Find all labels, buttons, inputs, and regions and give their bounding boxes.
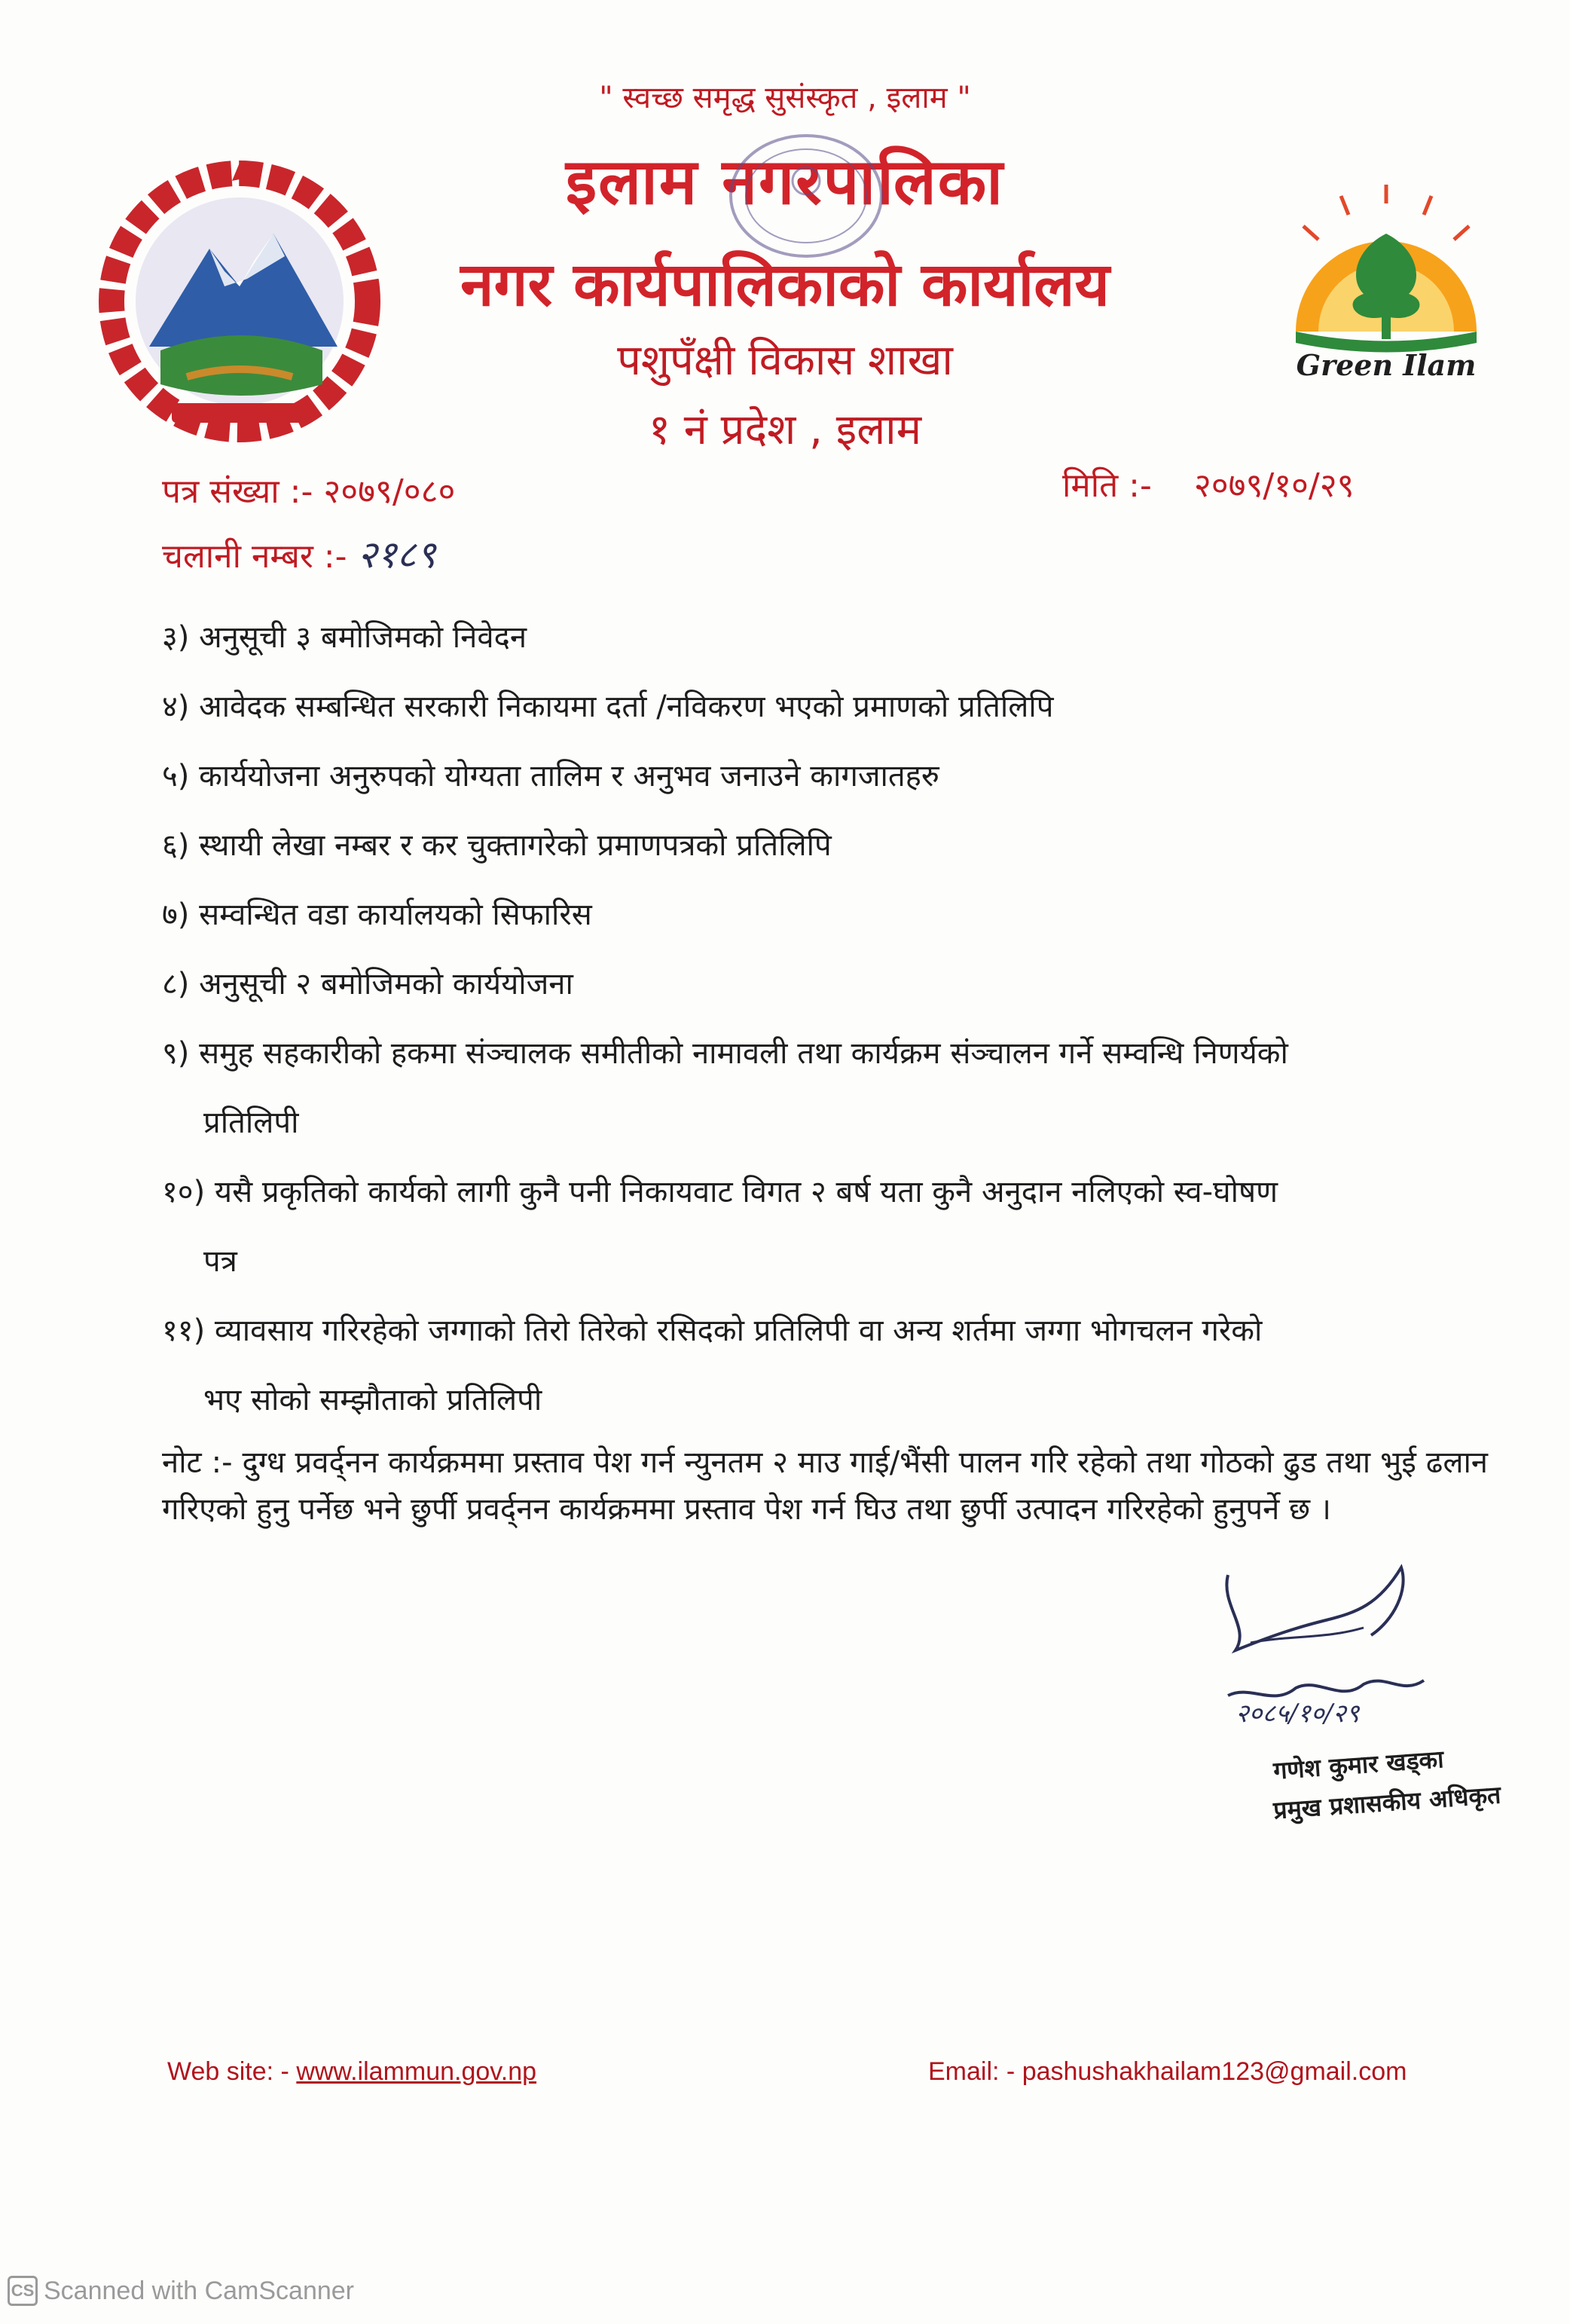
list-item-text: ३) अनुसूची ३ बमोजिमको निवेदन: [162, 620, 527, 655]
list-item-text: ७) सम्वन्धित वडा कार्यालयको सिफारिस: [162, 897, 592, 932]
date-value: २०७९/१०/२९: [1193, 466, 1355, 505]
date-label: मिति :-: [1062, 466, 1152, 505]
handwritten-signature: [1205, 1545, 1446, 1733]
list-item-text: ६) स्थायी लेखा नम्बर र कर चुक्तागरेको प्रमाणपत्रको प्रतिलिपि: [162, 828, 832, 863]
signatory-name: गणेश कुमार खड्का: [1272, 1745, 1445, 1785]
signed-date: २०८५/१०/२९: [1236, 1699, 1360, 1729]
list-item-text: ११) व्यावसाय गरिरहेको जग्गाको तिरो तिरेको रसिदको प्रतिलिपी वा अन्य शर्तमा जग्गा भोगचलन गरेको: [162, 1313, 1263, 1348]
list-item-continuation: पत्र: [203, 1244, 237, 1279]
list-item-continuation: प्रतिलिपी: [203, 1105, 299, 1140]
dispatch-label: चलानी नम्बर :-: [162, 537, 347, 576]
list-item: [162, 811, 1488, 880]
note-paragraph: नोट :- दुग्ध प्रवर्द्नन कार्यक्रममा प्रस्ताव पेश गर्न न्युनतम २ माउ गाई/भैंसी पालन गरि रहेको तथा गोठको ढुड तथा भुई ढलान गरिएको हुनु पर्नेछ भने छुर्पी प्रवर्द्नन कार्यक्रममा प्रस्ताव पेश गर्न घिउ तथा छुर्पी उत्पादन गरिरहेको हुनुपर्ने छ ।: [162, 1445, 1488, 1527]
list-item: [162, 1157, 1488, 1296]
list-item-text: १०) यसै प्रकृतिको कार्यको लागी कुनै पनी निकायवाट विगत २ बर्ष यता कुनै अनुदान नलिएको स्व-घोषण: [162, 1175, 1278, 1209]
list-item-text: ८) अनुसूची २ बमोजिमको कार्ययोजना: [162, 967, 573, 1001]
email-label: Email: -: [928, 2057, 1016, 2086]
letter-date: [1062, 461, 1355, 506]
required-documents-list: [162, 603, 1488, 1435]
nepal-coat-of-arms-icon: [96, 158, 383, 445]
list-item: [162, 1019, 1488, 1157]
ref-value: २०७९/०८०: [323, 472, 456, 511]
dispatch-number: [162, 527, 436, 579]
website-link[interactable]: www.ilammun.gov.np: [296, 2057, 537, 2086]
list-item-text: ४) आवेदक सम्बन्धित सरकारी निकायमा दर्ता /नविकरण भएको प्रमाणको प्रतिलिपि: [162, 690, 1054, 724]
list-item-continuation: भए सोको सम्झौताको प्रतिलिपी: [203, 1383, 542, 1417]
list-item-text: ९) समुह सहकारीको हकमा संञ्चालक समीतीको नामावली तथा कार्यक्रम संञ्चालन गर्ने सम्वन्धि निणर्यको: [162, 1036, 1288, 1071]
letter-reference-number: [162, 467, 455, 512]
email-address: pashushakhailam123@gmail.com: [1022, 2057, 1407, 2086]
list-item: [162, 949, 1488, 1019]
footer-email: [928, 2057, 1407, 2087]
branch-name: पशुपँक्षी विकास शाखा: [617, 336, 953, 385]
camscanner-icon: CS: [8, 2276, 38, 2306]
office-seal-stamp: [723, 128, 889, 264]
office-name: नगर कार्यपालिकाको कार्यालय: [460, 249, 1110, 320]
ref-label: पत्र संख्या :-: [162, 472, 313, 511]
list-item: [162, 603, 1488, 672]
motto: " स्वच्छ समृद्ध सुसंस्कृत , इलाम ": [599, 81, 971, 115]
list-item: [162, 1296, 1488, 1435]
list-item-text: ५) कार्ययोजना अनुरुपको योग्यता तालिम र अनुभव जनाउने कागजातहरु: [162, 759, 939, 794]
green-ilam-label: Green Ilam: [1296, 348, 1477, 382]
dispatch-value-handwritten: २१८९: [357, 533, 436, 576]
scanner-text: Scanned with CamScanner: [44, 2276, 355, 2305]
org-name: इलाम नगरपालिका: [565, 145, 1005, 219]
footer-website: [167, 2057, 536, 2087]
list-item: [162, 742, 1488, 811]
province-line: १ नं प्रदेश , इलाम: [648, 405, 922, 454]
signatory-title: प्रमुख प्रशासकीय अधिकृत: [1272, 1780, 1502, 1825]
website-label: Web site: -: [167, 2057, 289, 2086]
list-item: [162, 880, 1488, 949]
list-item: [162, 672, 1488, 742]
scanner-watermark: [8, 2276, 354, 2306]
